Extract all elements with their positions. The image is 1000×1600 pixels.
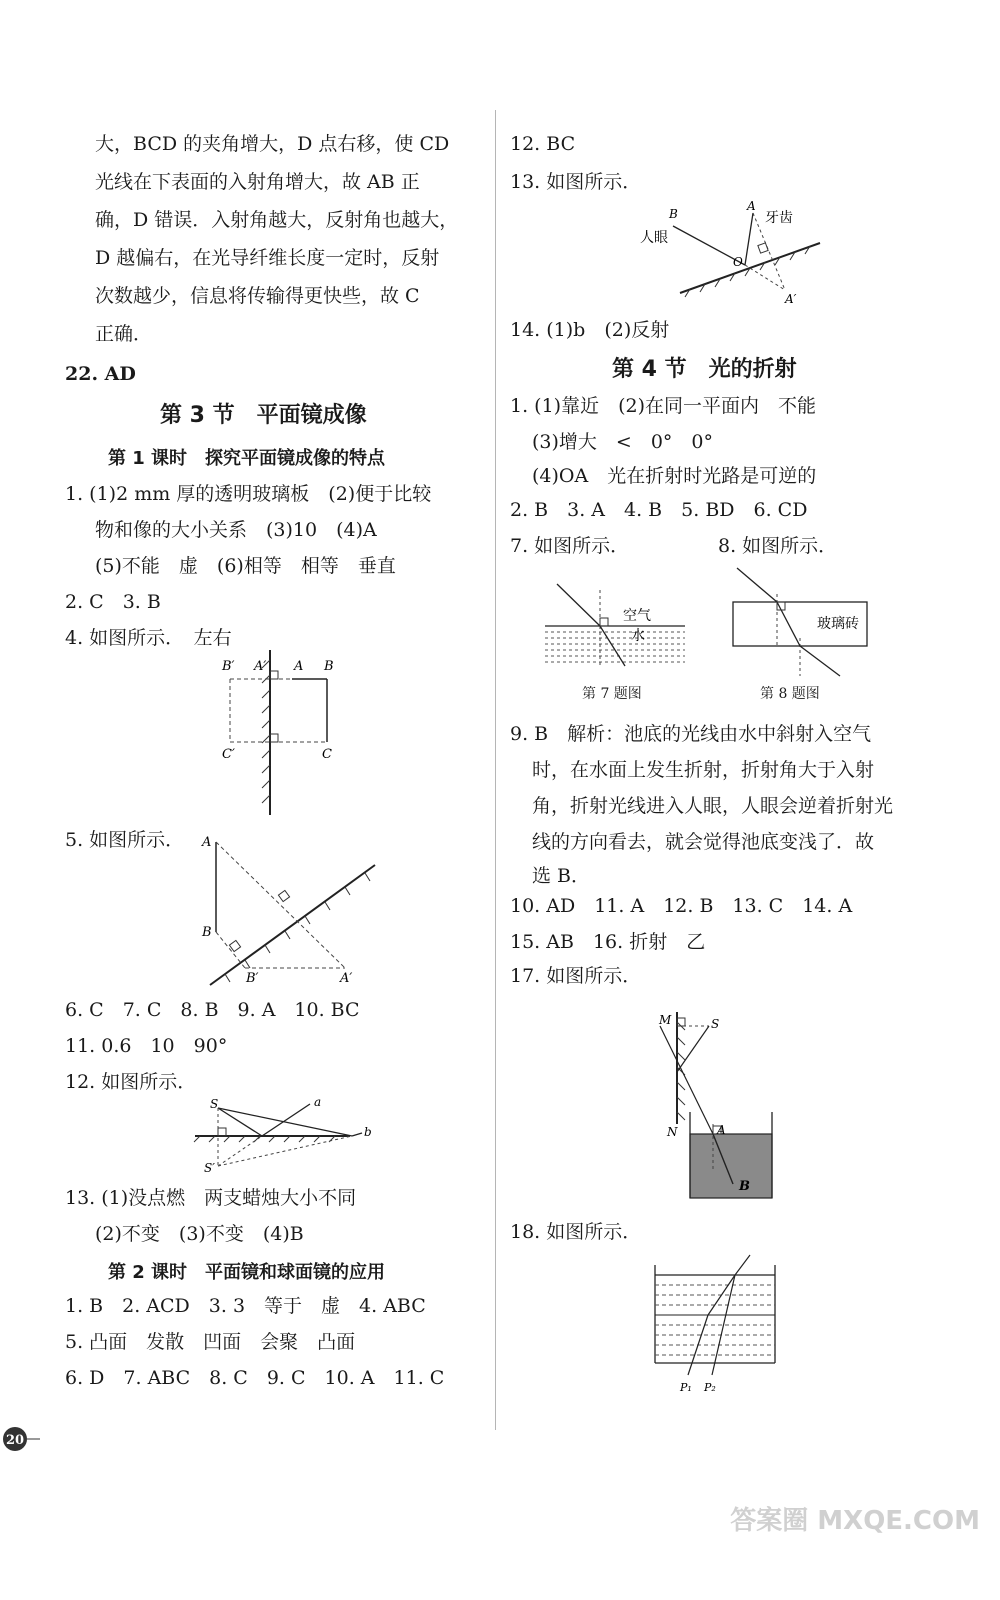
fig12-label-b: b xyxy=(364,1125,372,1139)
l1-q13-line-2: (2)不变 (3)不变 (4)B xyxy=(95,1223,304,1245)
lesson-2-title: 第 2 课时 平面镜和球面镜的应用 xyxy=(108,1262,386,1283)
l1-q4: 4. 如图所示． 左右 xyxy=(65,627,232,649)
l2-row-1: 1. B 2. ACD 3. 3 等于 虚 4. ABC xyxy=(65,1295,426,1317)
section-3-title: 第 3 节 平面镜成像 xyxy=(160,403,367,428)
figure-q7-air-water xyxy=(545,566,685,666)
fig17-label-s: S xyxy=(711,1017,720,1031)
watermark-logo: 答案圈 MXQE.COM xyxy=(730,1506,980,1536)
r-q12: 12. BC xyxy=(510,133,576,155)
section-4-title: 第 4 节 光的折射 xyxy=(612,357,797,382)
fig12-label-a: a xyxy=(314,1095,322,1109)
q21-line-6: 正确． xyxy=(95,323,153,345)
fig4-label-a-prime: A′ xyxy=(254,659,267,674)
figure-q13-dentist-mirror xyxy=(640,198,865,308)
fig17-label-n: N xyxy=(667,1125,678,1139)
page-number: 20 xyxy=(5,1433,25,1448)
fig8-label-glass: 玻璃砖 xyxy=(817,616,859,632)
fig5-label-a-prime: A′ xyxy=(340,971,353,986)
fig7-label-water: 水 xyxy=(631,628,645,644)
l2-row-2: 5. 凸面 发散 凹面 会聚 凸面 xyxy=(65,1331,356,1353)
figure-q17-mirror-and-tank xyxy=(655,1012,805,1212)
column-divider xyxy=(495,110,496,1430)
l1-q1-line-2: 物和像的大小关系 (3)10 (4)A xyxy=(95,519,377,541)
fig13-label-tooth: 牙齿 xyxy=(765,210,793,226)
l2-row-3: 6. D 7. ABC 8. C 9. C 10. A 11. C xyxy=(65,1367,445,1389)
q21-line-2: 光线在下表面的入射角增大，故 AB 正 xyxy=(95,171,420,193)
q21-line-3: 确，D 错误．入射角越大，反射角也越大， xyxy=(95,209,459,231)
s4-q9-line-5: 选 B． xyxy=(532,865,591,887)
s4-q17: 17. 如图所示． xyxy=(510,965,642,987)
fig4-label-c-prime: C′ xyxy=(222,747,235,762)
figure-q4-mirror-image xyxy=(210,650,410,820)
r-q14: 14. (1)b (2)反射 xyxy=(510,319,670,341)
figure-q8-glass-brick xyxy=(725,566,875,676)
page-number-badge xyxy=(0,1424,40,1454)
fig17-label-m: M xyxy=(659,1013,672,1027)
figure-q5-mirror-image xyxy=(200,830,420,990)
fig7-label-air: 空气 xyxy=(623,608,651,624)
fig4-label-b: B xyxy=(324,659,334,674)
fig5-label-a: A xyxy=(202,835,212,850)
fig5-label-b-prime: B′ xyxy=(246,971,259,986)
q21-line-4: D 越偏右，在光导纤维长度一定时，反射 xyxy=(95,247,440,269)
l1-q5: 5. 如图所示． xyxy=(65,829,185,851)
fig8-caption: 第 8 题图 xyxy=(760,686,820,702)
s4-q9-line-1: 9. B 解析：池底的光线由水中斜射入空气 xyxy=(510,723,872,745)
q22-answer: 22. AD xyxy=(65,363,136,385)
l1-q1-line-1: 1. (1)2 mm 厚的透明玻璃板 (2)便于比较 xyxy=(65,483,432,505)
s4-q9-line-2: 时，在水面上发生折射，折射角大于入射 xyxy=(532,759,875,781)
fig13-label-b: B xyxy=(669,207,678,221)
fig4-label-a: A xyxy=(294,659,304,674)
l1-q13-line-1: 13. (1)没点燃 两支蜡烛大小不同 xyxy=(65,1187,357,1209)
s4-q10-14: 10. AD 11. A 12. B 13. C 14. A xyxy=(510,895,853,917)
s4-q9-line-4: 线的方向看去，就会觉得池底变浅了．故 xyxy=(532,831,875,853)
figure-q18-refraction-tank xyxy=(650,1255,790,1405)
l1-q6-10: 6. C 7. C 8. B 9. A 10. BC xyxy=(65,999,360,1021)
fig13-label-eye: 人眼 xyxy=(640,230,668,246)
fig4-label-c: C xyxy=(322,747,332,762)
fig13-label-a: A xyxy=(747,199,756,213)
lesson-1-title: 第 1 课时 探究平面镜成像的特点 xyxy=(108,448,386,469)
fig13-label-o: O xyxy=(733,255,743,269)
fig12-label-s-prime: S′ xyxy=(204,1161,215,1175)
q21-line-1: 大，BCD 的夹角增大，D 点右移，使 CD xyxy=(95,133,450,155)
fig18-label-p1: P₁ xyxy=(680,1381,692,1394)
fig13-label-a-prime: A′ xyxy=(785,292,797,306)
fig17-label-b: B xyxy=(739,1179,750,1194)
l1-q11: 11. 0.6 10 90° xyxy=(65,1035,228,1057)
fig7-caption: 第 7 题图 xyxy=(582,686,642,702)
s4-q1-line-2: (3)增大 < 0° 0° xyxy=(532,431,714,453)
fig18-label-p2: P₂ xyxy=(704,1381,716,1394)
fig4-label-b-prime: B′ xyxy=(222,659,235,674)
s4-q15-16: 15. AB 16. 折射 乙 xyxy=(510,931,706,953)
q21-line-5: 次数越少，信息将传输得更快些，故 C xyxy=(95,285,420,307)
s4-q1-line-3: (4)OA 光在折射时光路是可逆的 xyxy=(532,465,817,487)
l1-q12: 12. 如图所示． xyxy=(65,1071,197,1093)
r-q13: 13. 如图所示． xyxy=(510,171,642,193)
s4-q18: 18. 如图所示． xyxy=(510,1221,642,1243)
l1-q1-line-3: (5)不能 虚 (6)相等 相等 垂直 xyxy=(95,555,396,577)
s4-q9-line-3: 角，折射光线进入人眼，人眼会逆着折射光 xyxy=(532,795,894,817)
fig5-label-b: B xyxy=(202,925,212,940)
l1-q2-3: 2. C 3. B xyxy=(65,591,161,613)
fig12-label-s: S xyxy=(210,1097,219,1111)
s4-q7: 7. 如图所示． xyxy=(510,535,630,557)
fig17-label-a: A xyxy=(717,1123,726,1137)
s4-q1-line-1: 1. (1)靠近 (2)在同一平面内 不能 xyxy=(510,395,816,417)
s4-q8: 8. 如图所示． xyxy=(718,535,838,557)
s4-q2-6: 2. B 3. A 4. B 5. BD 6. CD xyxy=(510,499,808,521)
figure-q12-reflection xyxy=(190,1096,390,1176)
